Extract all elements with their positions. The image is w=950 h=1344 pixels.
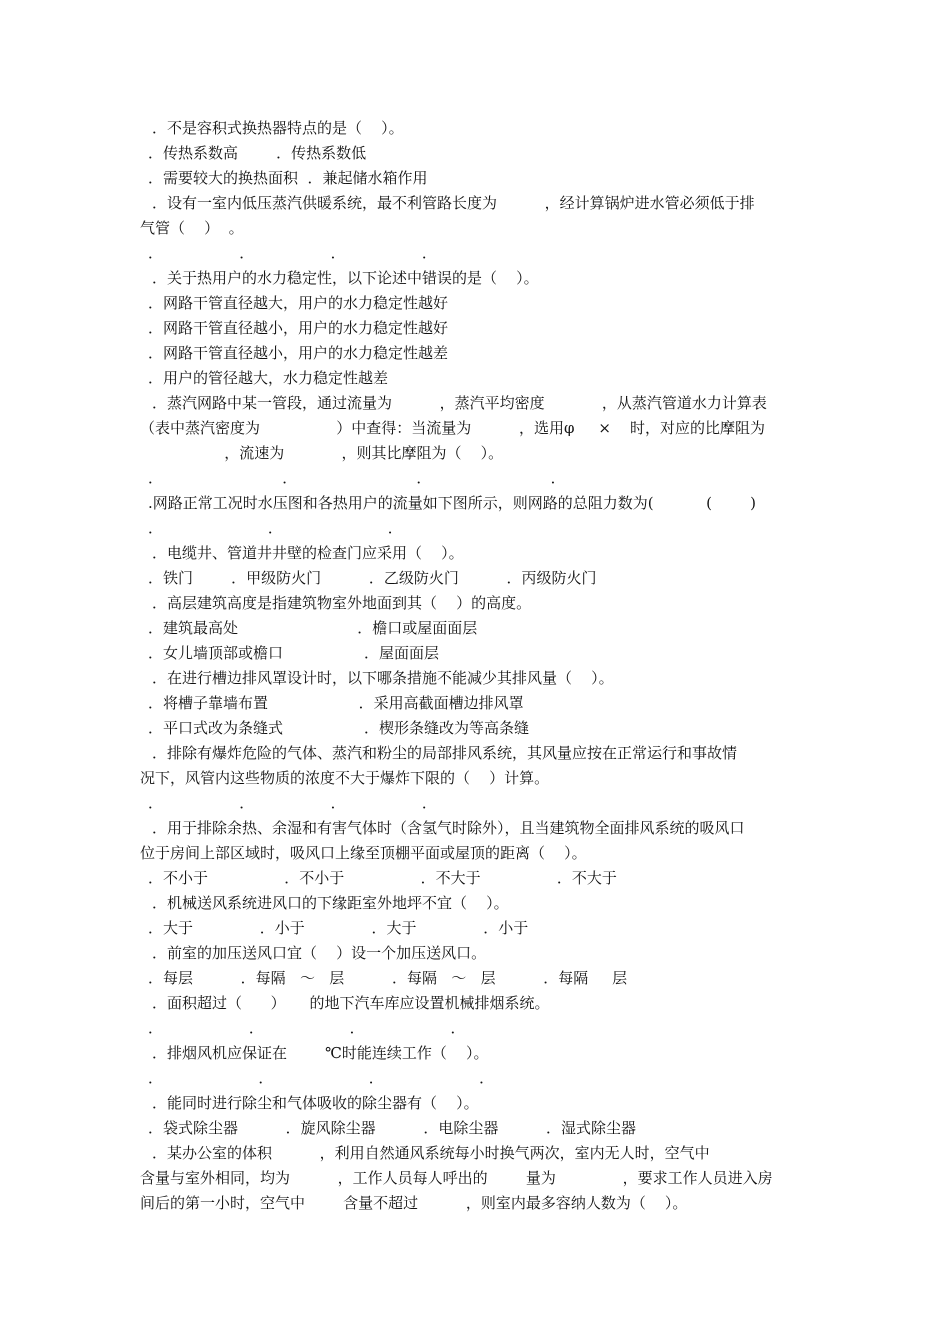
option-line: ． ． ． ． [148, 1069, 495, 1087]
question-line: ．设有一室内低压蒸汽供暖系统，最不利管路长度为 ，经计算锅炉进水管必须低于排 [152, 194, 755, 212]
option-line: ．每层 ．每隔 ～ 层 ．每隔 ～ 层 ．每隔 层 [148, 969, 628, 987]
option-line: ． ． ． ． [148, 794, 437, 812]
question-line: 位于房间上部区域时，吸风口上缘至顶棚平面或屋顶的距离（ ）。 [140, 844, 587, 862]
option-line: ． ． ． ． [148, 469, 566, 487]
option-line: ． ． ． [148, 519, 403, 537]
option-line: ．女儿墙顶部或檐口 ．屋面面层 [148, 644, 440, 662]
option-line: ．不小于 ．不小于 ．不大于 ．不大于 [148, 869, 617, 887]
option-line: ．将槽子靠墙布置 ．采用高截面槽边排风罩 [148, 694, 524, 712]
question-line: ．电缆井、管道井井壁的检查门应采用（ ）。 [152, 544, 464, 562]
option-line: ．建筑最高处 ．檐口或屋面面层 [148, 619, 478, 637]
option-line: ．袋式除尘器 ．旋风除尘器 ．电除尘器 ．湿式除尘器 [148, 1119, 637, 1137]
question-line: 间后的第一小时，空气中 含量不超过 ，则室内最多容纳人数为（ ）。 [140, 1194, 688, 1212]
option-line: ．平口式改为条缝式 ．楔形条缝改为等高条缝 [148, 719, 530, 737]
option-line: ．需要较大的换热面积 ．兼起储水箱作用 [148, 169, 428, 187]
question-line: ．蒸汽网路中某一管段，通过流量为 ，蒸汽平均密度 ，从蒸汽管道水力计算表 [152, 394, 767, 412]
question-line: ．机械送风系统进风口的下缘距室外地坪不宜（ ）。 [152, 894, 509, 912]
question-line: （表中蒸汽密度为 ）中查得：当流量为 ，选用φ × 时，对应的比摩阻为 [140, 419, 765, 437]
question-line: ．高层建筑高度是指建筑物室外地面到其（ ）的高度。 [152, 594, 532, 612]
option-line: ．大于 ．小于 ．大于 ．小于 [148, 919, 529, 937]
question-line: ．关于热用户的水力稳定性，以下论述中错误的是（ ）。 [152, 269, 539, 287]
question-line: ．前室的加压送风口宜（ ）设一个加压送风口。 [152, 944, 487, 962]
option-line: ．用户的管径越大，水力稳定性越差 [148, 369, 389, 387]
question-line: .网路正常工况时水压图和各热用户的流量如下图所示，则网路的总阻力数为( ( ) [148, 494, 756, 512]
question-line: ．能同时进行除尘和气体吸收的除尘器有（ ）。 [152, 1094, 479, 1112]
question-line: ．不是容积式换热器特点的是（ ）。 [152, 119, 404, 137]
question-line: ．在进行槽边排风罩设计时，以下哪条措施不能减少其排风量（ ）。 [152, 669, 614, 687]
question-line: ，流速为 ，则其比摩阻为（ ）。 [148, 444, 504, 462]
question-line: 含量与室外相同，均为 ，工作人员每人呼出的 量为 ，要求工作人员进入房 [140, 1169, 773, 1187]
question-line: ．面积超过（ ） 的地下汽车库应设置机械排烟系统。 [152, 994, 550, 1012]
question-line: ．某办公室的体积 ，利用自然通风系统每小时换气两次，室内无人时，空气中 [152, 1144, 710, 1162]
option-line: ．传热系数高 ．传热系数低 [148, 144, 367, 162]
question-line: ．排烟风机应保证在 ℃时能连续工作（ ）。 [152, 1044, 489, 1062]
question-line: 况下，风管内这些物质的浓度不大于爆炸下限的（ ）计算。 [140, 769, 550, 787]
option-line: ． ． ． ． [148, 244, 437, 262]
option-line: ．铁门 ．甲级防火门 ．乙级防火门 ．丙级防火门 [148, 569, 597, 587]
question-line: ．排除有爆炸危险的气体、蒸汽和粉尘的局部排风系统，其风量应按在正常运行和事故情 [152, 744, 738, 762]
option-line: ．网路干管直径越大，用户的水力稳定性越好 [148, 294, 449, 312]
option-line: ．网路干管直径越小，用户的水力稳定性越好 [148, 319, 449, 337]
option-line: ． ． ． ． [148, 1019, 466, 1037]
question-line: ．用于排除余热、余湿和有害气体时（含氢气时除外），且当建筑物全面排风系统的吸风口 [152, 819, 745, 837]
option-line: ．网路干管直径越小，用户的水力稳定性越差 [148, 344, 449, 362]
question-line: 气管（ ） 。 [140, 219, 244, 237]
